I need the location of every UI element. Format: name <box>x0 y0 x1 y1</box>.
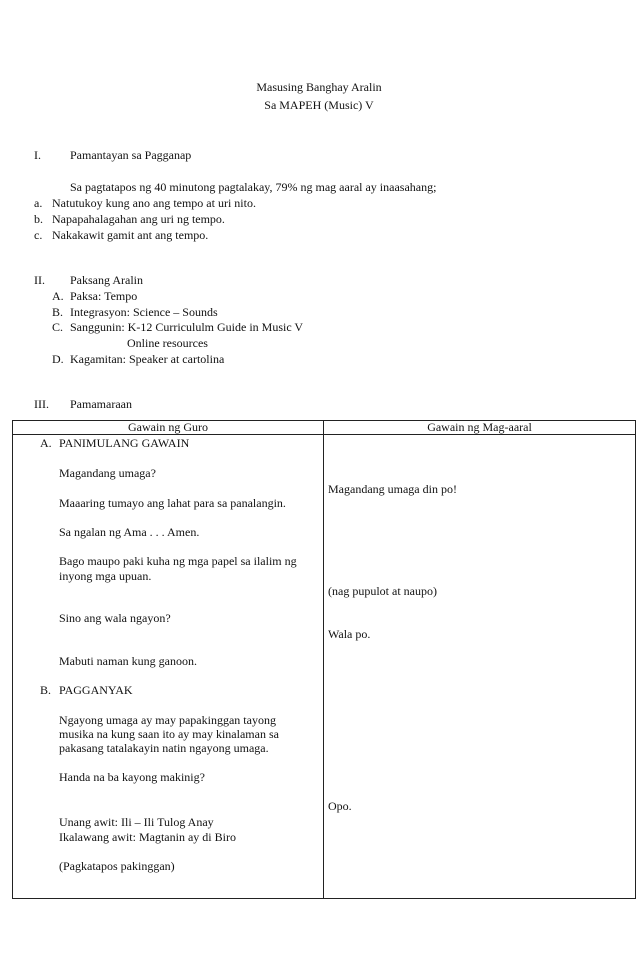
document-subtitle: Sa MAPEH (Music) V <box>264 98 374 112</box>
teacher-line: Maaaring tumayo ang lahat para sa panalangin. <box>59 496 286 510</box>
materials-marker: D. <box>52 352 64 366</box>
section-3-numeral: III. <box>34 397 49 411</box>
teacher-line: Unang awit: Ili – Ili Tulog Anay <box>59 815 214 829</box>
student-activity-cell <box>324 435 636 899</box>
header-teacher-activity: Gawain ng Guro <box>13 421 324 435</box>
teacher-line: Handa na ba kayong makinig? <box>59 770 205 784</box>
objective-text: Napapahalagahan ang uri ng tempo. <box>52 212 225 226</box>
teacher-line: pakasang tatalakayin natin ngayong umaga. <box>59 741 269 755</box>
reference-text: Sanggunin: K-12 Curricululm Guide in Music V <box>70 320 304 334</box>
section-2-heading: Paksang Aralin <box>70 273 143 287</box>
part-a-title: PANIMULANG GAWAIN <box>59 436 190 450</box>
header-student-activity: Gawain ng Mag-aaral <box>324 421 636 435</box>
document-title: Masusing Banghay Aralin <box>256 80 382 94</box>
teacher-line: Sino ang wala ngayon? <box>59 611 171 625</box>
student-response: Opo. <box>328 799 352 813</box>
teacher-activity-cell <box>13 435 324 899</box>
section-3-heading: Pamamaraan <box>70 397 132 411</box>
section-1-numeral: I. <box>34 148 41 162</box>
teacher-line: inyong mga upuan. <box>59 569 152 583</box>
teacher-line: Sa ngalan ng Ama . . . Amen. <box>59 525 200 539</box>
topic-marker: A. <box>52 289 64 303</box>
reference-marker: C. <box>52 320 64 334</box>
objective-marker: c. <box>34 228 43 242</box>
student-response: Magandang umaga din po! <box>328 482 457 496</box>
part-b-title: PAGGANYAK <box>59 683 133 697</box>
section-1-heading: Pamantayan sa Pagganap <box>70 148 192 162</box>
objective-text: Natutukoy kung ano ang tempo at uri nito. <box>52 196 256 210</box>
procedure-table <box>12 420 636 899</box>
objective-marker: b. <box>34 212 43 226</box>
section-1-intro: Sa pagtatapos ng 40 minutong pagtalakay, 79% ng mag aaral ay inaasahang; <box>70 180 437 194</box>
teacher-line: musika na kung saan ito ay may kinalaman sa <box>59 727 279 741</box>
section-2-numeral: II. <box>34 273 45 287</box>
topic-text: Paksa: Tempo <box>70 289 138 303</box>
integration-marker: B. <box>52 305 64 319</box>
teacher-line: Ikalawang awit: Magtanin ay di Biro <box>59 830 236 844</box>
integration-text: Integrasyon: Science – Sounds <box>70 305 218 319</box>
student-response: (nag pupulot at naupo) <box>328 584 437 598</box>
part-a-marker: A. <box>40 436 52 450</box>
objective-text: Nakakawit gamit ant ang tempo. <box>52 228 209 242</box>
materials-text: Kagamitan: Speaker at cartolina <box>70 352 225 366</box>
part-b-marker: B. <box>40 683 52 697</box>
teacher-line: (Pagkatapos pakinggan) <box>59 859 175 873</box>
reference-text-continued: Online resources <box>127 336 208 350</box>
teacher-line: Ngayong umaga ay may papakinggan tayong <box>59 713 276 727</box>
teacher-line: Bago maupo paki kuha ng mga papel sa ilalim ng <box>59 554 297 568</box>
teacher-line: Magandang umaga? <box>59 466 156 480</box>
student-response: Wala po. <box>328 627 371 641</box>
objective-marker: a. <box>34 196 43 210</box>
teacher-line: Mabuti naman kung ganoon. <box>59 654 197 668</box>
